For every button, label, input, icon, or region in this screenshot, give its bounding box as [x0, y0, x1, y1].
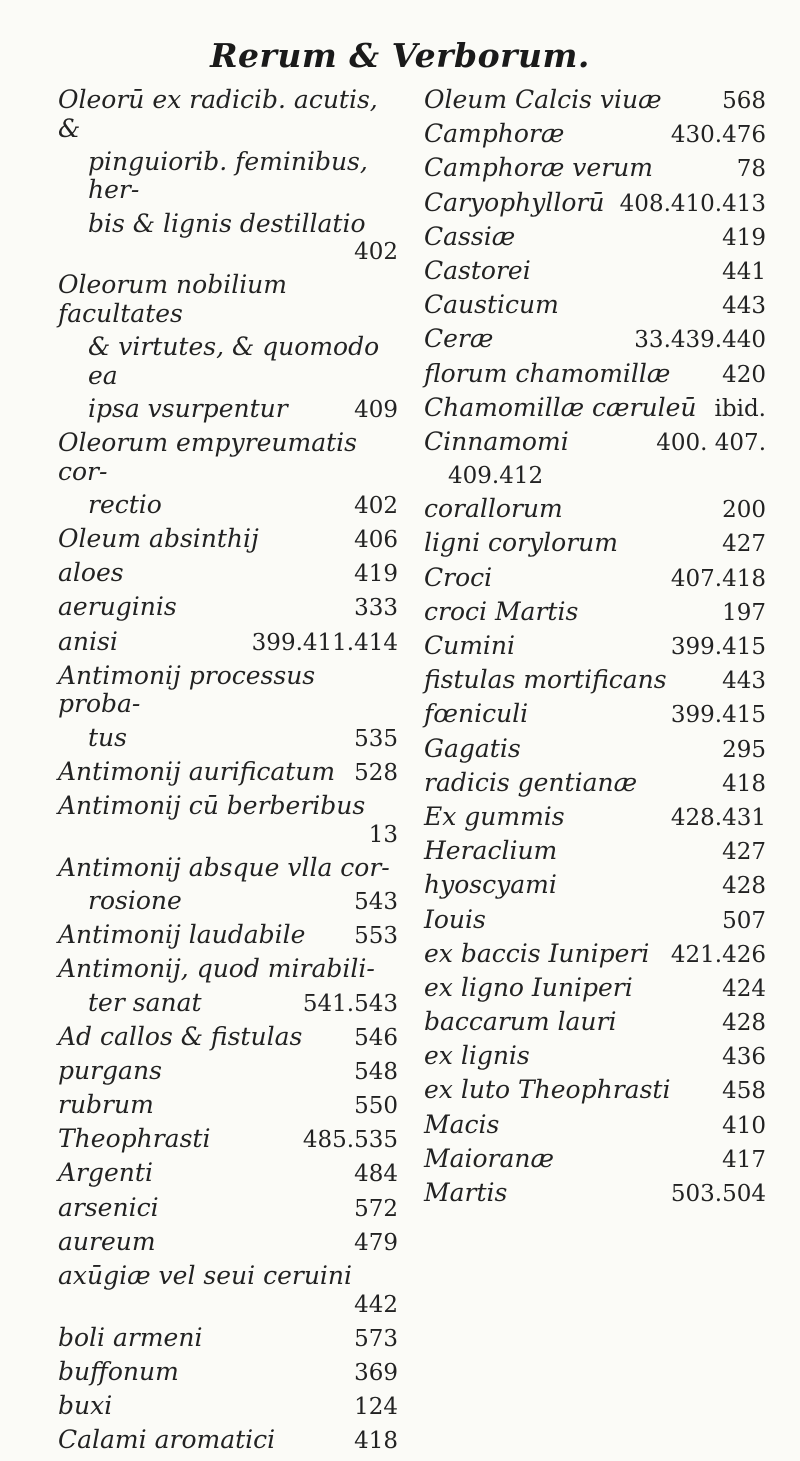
index-entry — [58, 1392, 398, 1422]
entry-line — [58, 525, 398, 555]
entry-page-ref: 407.418 — [670, 565, 766, 592]
entry-page-ref: 443 — [722, 293, 766, 320]
entry-line — [58, 662, 398, 719]
entry-term: Maioranæ — [424, 1143, 555, 1173]
index-entry — [58, 955, 398, 1018]
index-entry — [424, 837, 766, 867]
entry-term: rectio — [88, 489, 162, 519]
entry-line — [58, 559, 398, 589]
index-entry — [424, 1111, 766, 1141]
entry-line — [58, 395, 398, 425]
entry-page-ref: 458 — [722, 1078, 766, 1105]
entry-term: Cassiæ — [424, 221, 516, 251]
index-entry — [424, 86, 766, 116]
entry-page-ref: 410 — [722, 1112, 766, 1139]
entry-page-ref: 573 — [354, 1325, 398, 1352]
entry-term: tus — [88, 722, 127, 752]
entry-line — [58, 333, 398, 390]
entry-line — [58, 724, 398, 754]
index-entry — [424, 735, 766, 765]
index-entry — [58, 525, 398, 555]
entry-term: aureum — [58, 1226, 156, 1256]
entry-page-ref: 550 — [354, 1093, 398, 1120]
entry-page-ref: 402 — [354, 492, 398, 519]
entry-page-ref: 428 — [722, 1010, 766, 1037]
entry-term: ligni corylorum — [424, 528, 618, 558]
entry-page-ref: 197 — [722, 599, 766, 626]
entry-term: Ex gummis — [424, 801, 565, 831]
index-entry — [58, 662, 398, 753]
entry-line — [424, 564, 766, 594]
entry-page-ref: 420 — [722, 361, 766, 388]
entry-line — [424, 700, 766, 730]
entry-line — [424, 598, 766, 628]
index-entry — [58, 1023, 398, 1053]
entry-term: ex baccis Iuniperi — [424, 938, 650, 968]
entry-term: rosione — [88, 885, 182, 915]
entry-page-ref: 124 — [354, 1394, 398, 1421]
entry-page-ref: 428 — [722, 873, 766, 900]
entry-line — [424, 189, 766, 219]
index-entry — [58, 1194, 398, 1224]
entry-term: Chamomillæ cæruleū — [424, 392, 697, 422]
entry-term: Oleorum empyreumatis cor- — [58, 428, 357, 486]
entry-line — [58, 491, 398, 521]
entry-page-ref: 441 — [722, 258, 766, 285]
index-entry — [58, 1125, 398, 1155]
entry-line — [424, 428, 766, 458]
entry-term: ter sanat — [88, 987, 202, 1017]
index-entry — [424, 906, 766, 936]
entry-line — [424, 837, 766, 867]
index-entry — [424, 529, 766, 559]
index-entry — [58, 429, 398, 520]
entry-line — [424, 974, 766, 1004]
index-entry — [424, 360, 766, 390]
entry-term: Antimonij absque vlla cor- — [58, 852, 390, 882]
entry-line — [58, 628, 398, 658]
index-entry — [58, 854, 398, 917]
entry-line — [424, 360, 766, 390]
entry-page-ref: 399.415 — [670, 634, 766, 660]
entry-line — [424, 735, 766, 765]
entry-line — [58, 989, 398, 1019]
entry-term: Camphoræ — [424, 119, 565, 149]
index-entry — [58, 86, 398, 267]
index-entry — [424, 462, 766, 491]
entry-term: radicis gentianæ — [424, 767, 638, 797]
entry-term: aeruginis — [58, 592, 177, 622]
entry-page-ref: 485.535 — [302, 1127, 398, 1154]
entry-term: axūgiæ vel seui ceruini — [58, 1261, 353, 1290]
entry-line — [424, 940, 766, 970]
entry-term: buxi — [58, 1391, 113, 1421]
index-entry — [424, 769, 766, 799]
entry-page-ref: 535 — [354, 725, 398, 752]
index-entry — [58, 1159, 398, 1189]
entry-line — [424, 906, 766, 936]
entry-term: fœniculi — [424, 699, 529, 729]
index-entry — [424, 325, 766, 355]
entry-term: Oleum Calcis viuæ — [424, 85, 662, 114]
entry-line — [424, 871, 766, 901]
entry-term: Heraclium — [424, 836, 558, 866]
entry-line — [58, 1023, 398, 1053]
entry-line — [424, 291, 766, 321]
index-entry — [424, 428, 766, 458]
index-entry — [424, 1145, 766, 1175]
index-entry — [424, 1042, 766, 1072]
entry-line — [58, 921, 398, 951]
entry-line — [58, 1324, 398, 1354]
entry-line — [58, 148, 398, 205]
entry-term: Iouis — [424, 904, 486, 934]
index-entry — [424, 700, 766, 730]
running-head: Rerum & Verborum. — [210, 36, 590, 75]
entry-term: Antimonij laudabile — [58, 920, 306, 950]
entry-term: Ad callos & fistulas — [58, 1021, 303, 1051]
entry-term: Martis — [424, 1178, 508, 1207]
right-column — [424, 86, 766, 1213]
entry-term: Argenti — [58, 1158, 153, 1188]
entry-term: Cumini — [424, 631, 516, 660]
entry-page-ref: 406 — [354, 527, 398, 554]
entry-page-ref: 427 — [722, 531, 766, 558]
entry-term: Causticum — [424, 290, 559, 320]
entry-page-ref: 424 — [722, 975, 766, 1002]
entry-page-ref: 399.411.414 — [251, 629, 398, 656]
entry-term: Oleorum nobilium facultates — [58, 270, 287, 328]
index-entry — [58, 758, 398, 788]
entry-page-ref: 427 — [722, 839, 766, 866]
index-entry — [58, 1057, 398, 1087]
entry-page-ref: 417 — [722, 1146, 766, 1173]
entry-page-ref: 33.439.440 — [634, 327, 766, 354]
entry-page-ref: 484 — [354, 1161, 398, 1188]
entry-page-ref: 419 — [722, 224, 766, 251]
entry-line — [58, 758, 398, 788]
entry-line — [424, 1076, 766, 1106]
entry-line — [58, 86, 398, 143]
entry-line — [58, 1228, 398, 1258]
entry-line — [58, 1125, 398, 1155]
entry-page-ref: 402 — [354, 239, 398, 266]
index-entry — [424, 1076, 766, 1106]
index-entry — [58, 792, 398, 849]
entry-line — [424, 1179, 766, 1209]
entry-term: rubrum — [58, 1090, 154, 1120]
entry-term: & virtutes, & quomodo ea — [88, 332, 380, 390]
entry-term: Castorei — [424, 255, 531, 285]
entry-line — [424, 154, 766, 184]
entry-term: Theophrasti — [58, 1124, 211, 1154]
entry-line — [58, 1159, 398, 1189]
index-entry — [58, 1324, 398, 1354]
index-entry — [424, 871, 766, 901]
entry-line — [424, 1111, 766, 1141]
entry-line — [424, 495, 766, 525]
index-entry — [424, 974, 766, 1004]
index-entry — [424, 189, 766, 219]
entry-term: fistulas mortificans — [424, 665, 667, 695]
entry-term: pinguiorib. feminibus, her- — [88, 146, 368, 205]
entry-page-ref: 479 — [354, 1229, 398, 1256]
entry-term: corallorum — [424, 494, 563, 524]
entry-line — [58, 887, 398, 917]
entry-line — [424, 803, 766, 833]
index-entry — [424, 291, 766, 321]
index-entry — [424, 632, 766, 662]
entry-line — [58, 1262, 398, 1319]
entry-page-ref: 546 — [354, 1024, 398, 1051]
entry-line — [58, 271, 398, 328]
entry-line — [424, 257, 766, 287]
entry-page-ref: 548 — [354, 1058, 398, 1085]
entry-page-ref: 436 — [722, 1044, 766, 1071]
entry-term: Antimonij aurificatum — [58, 756, 336, 786]
entry-page-ref: 503.504 — [670, 1181, 766, 1207]
entry-line — [424, 769, 766, 799]
index-entry — [58, 559, 398, 589]
entry-page-ref: 572 — [354, 1195, 398, 1222]
index-entry — [424, 257, 766, 287]
entry-term: arsenici — [58, 1192, 159, 1222]
entry-term: ipsa vsurpentur — [88, 393, 288, 423]
entry-line — [424, 1008, 766, 1038]
entry-page-ref: 419 — [354, 561, 398, 588]
entry-term: florum chamomillæ — [424, 358, 671, 388]
entry-term: Antimonij cū berberibus — [58, 790, 366, 820]
entry-term: buffonum — [58, 1356, 179, 1386]
index-entry — [424, 120, 766, 150]
entry-line — [58, 1091, 398, 1121]
entry-term: Calami aromatici — [58, 1425, 276, 1455]
entry-line — [58, 210, 398, 267]
entry-page-ref: 430.476 — [670, 122, 766, 149]
entry-page-ref: 553 — [354, 923, 398, 950]
entry-term: ex lignis — [424, 1041, 530, 1071]
entry-line — [58, 792, 398, 849]
entry-line — [58, 1057, 398, 1087]
entry-page-ref: 442 — [354, 1291, 398, 1318]
entry-page-ref: 528 — [354, 759, 398, 786]
entry-line — [58, 955, 398, 984]
index-entry — [424, 394, 766, 424]
entry-term: croci Martis — [424, 596, 579, 626]
entry-page-ref: 418 — [722, 770, 766, 797]
entry-term: bis & lignis destillatio — [88, 208, 366, 238]
entry-line — [424, 223, 766, 253]
entry-term: purgans — [58, 1055, 162, 1085]
entry-term: Oleorū ex radicib. acutis, & — [58, 85, 378, 143]
entry-page-ref: 78 — [736, 156, 766, 183]
entry-page-ref: 400. 407. — [656, 429, 766, 456]
index-entry — [424, 1179, 766, 1209]
entry-page-ref: 443 — [722, 668, 766, 695]
left-column — [58, 86, 398, 1461]
entry-page-ref: 333 — [354, 595, 398, 622]
entry-term: boli armeni — [58, 1322, 203, 1352]
entry-page-ref: 418 — [354, 1428, 398, 1455]
index-entry — [58, 1228, 398, 1258]
entry-line — [424, 120, 766, 150]
entry-line — [58, 593, 398, 623]
entry-line — [58, 429, 398, 486]
entry-line — [424, 529, 766, 559]
index-entry — [424, 803, 766, 833]
index-entry — [424, 495, 766, 525]
entry-term: Camphoræ verum — [424, 153, 653, 183]
entry-line — [424, 86, 766, 116]
index-entry — [424, 223, 766, 253]
entry-page-ref: 200 — [722, 497, 766, 524]
index-entry — [58, 921, 398, 951]
entry-page-ref: 369 — [354, 1359, 398, 1386]
index-entry — [424, 598, 766, 628]
entry-term: Antimonij, quod mirabili- — [58, 954, 375, 984]
entry-page-ref: 541.543 — [302, 990, 398, 1017]
entry-term: Gagatis — [424, 733, 521, 763]
entry-line — [58, 1426, 398, 1456]
entry-line — [424, 325, 766, 355]
entry-line — [424, 1145, 766, 1175]
entry-line — [58, 1194, 398, 1224]
index-entry — [58, 1426, 398, 1456]
entry-term: Croci — [424, 562, 493, 592]
entry-page-ref: 421.426 — [670, 941, 766, 968]
index-entry — [58, 1262, 398, 1319]
index-entry — [424, 940, 766, 970]
entry-page-ref: 295 — [722, 736, 766, 763]
entry-line — [58, 1358, 398, 1388]
entry-page-ref: ibid. — [714, 395, 766, 422]
entry-term: Caryophyllorū — [424, 187, 605, 217]
entry-term: Antimonij processus proba- — [58, 660, 316, 719]
entry-term: hyoscyami — [424, 870, 557, 900]
index-entry — [58, 593, 398, 623]
entry-page-ref: 399.415 — [670, 702, 766, 729]
entry-page-ref: 409.412 — [448, 463, 544, 490]
index-entry — [58, 1091, 398, 1121]
entry-line — [58, 1392, 398, 1422]
entry-term: aloes — [58, 558, 124, 588]
entry-page-ref: 568 — [722, 88, 766, 114]
entry-line — [58, 854, 398, 883]
entry-line — [424, 666, 766, 696]
index-entry — [424, 1008, 766, 1038]
entry-term: ex luto Theophrasti — [424, 1075, 671, 1105]
index-entry — [424, 666, 766, 696]
entry-term: anisi — [58, 626, 118, 656]
entry-line — [424, 632, 766, 662]
entry-page-ref: 13 — [368, 821, 398, 848]
index-entry — [424, 564, 766, 594]
index-entry — [58, 628, 398, 658]
index-entry — [424, 154, 766, 184]
entry-term: Oleum absinthij — [58, 524, 259, 554]
entry-page-ref: 543 — [354, 888, 398, 915]
index-entry — [58, 271, 398, 424]
index-entry — [58, 1358, 398, 1388]
entry-page-ref: 409 — [354, 396, 398, 423]
entry-line — [424, 462, 766, 491]
entry-page-ref: 428.431 — [670, 804, 766, 831]
entry-line — [424, 1042, 766, 1072]
entry-term: Ceræ — [424, 324, 494, 354]
entry-term: Macis — [424, 1109, 500, 1139]
entry-page-ref: 408.410.413 — [619, 190, 766, 217]
entry-line — [424, 394, 766, 424]
entry-term: ex ligno Iuniperi — [424, 972, 633, 1002]
entry-page-ref: 507 — [722, 907, 766, 934]
entry-term: baccarum lauri — [424, 1007, 617, 1037]
entry-term: Cinnamomi — [424, 426, 569, 456]
